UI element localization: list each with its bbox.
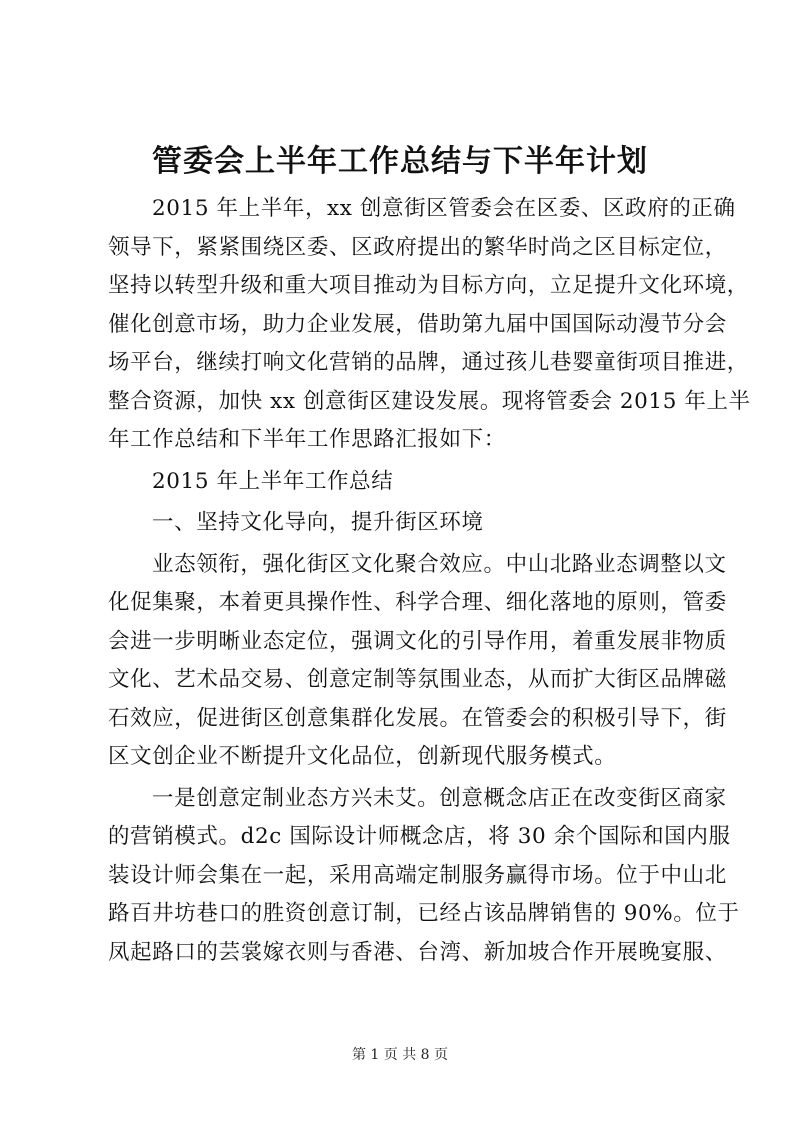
paragraph-line: 坚持以转型升级和重大项目推动为目标方向，立足提升文化环境， <box>108 273 749 298</box>
paragraph-line: 业态领衔，强化街区文化聚合效应。中山北路业态调整以文 <box>152 551 727 577</box>
paragraph-line: 整合资源，加快 xx 创意街区建设发展。现将管委会 2015 年上半 <box>108 388 751 414</box>
paragraph-line: 场平台，继续打响文化营销的品牌，通过孩儿巷婴童街项目推进， <box>108 350 749 375</box>
paragraph-line: 年工作总结和下半年工作思路汇报如下： <box>108 427 506 452</box>
paragraph-line: 的营销模式。d2c 国际设计师概念店，将 30 余个国际和国内服 <box>108 824 731 849</box>
paragraph-line: 凤起路口的芸裳嫁衣则与香港、台湾、新加坡合作开展晚宴服、 <box>108 939 727 965</box>
subsection-heading: 一、坚持文化导向，提升街区环境 <box>152 510 484 535</box>
paragraph-line: 2015 年上半年，xx 创意街区管委会在区委、区政府的正确 <box>152 196 736 221</box>
paragraph-line: 化促集聚，本着更具操作性、科学合理、细化落地的原则，管委 <box>108 590 727 615</box>
paragraph-line: 催化创意市场，助力企业发展，借助第九届中国国际动漫节分会 <box>108 311 727 337</box>
section-heading: 2015 年上半年工作总结 <box>152 468 394 494</box>
paragraph-line: 一是创意定制业态方兴未艾。创意概念店正在改变街区商家 <box>152 785 727 811</box>
paragraph-line: 装设计师会集在一起，采用高端定制服务赢得市场。位于中山北 <box>108 862 727 888</box>
paragraph-line: 文化、艺术品交易、创意定制等氛围业态，从而扩大街区品牌磁 <box>108 667 727 692</box>
paragraph-line: 领导下，紧紧围绕区委、区政府提出的繁华时尚之区目标定位， <box>108 234 727 260</box>
page-number-footer: 第 1 页 共 8 页 <box>351 1047 449 1063</box>
document-title: 管委会上半年工作总结与下半年计划 <box>152 144 648 179</box>
document-body <box>108 190 751 972</box>
paragraph-line: 路百井坊巷口的胜资创意订制，已经占该品牌销售的 90%。位于 <box>108 901 740 926</box>
paragraph-line: 石效应，促进街区创意集群化发展。在管委会的积极引导下，街 <box>108 705 727 731</box>
paragraph-line: 会进一步明晰业态定位，强调文化的引导作用，着重发展非物质 <box>108 628 727 654</box>
paragraph-line: 区文创企业不断提升文化品位，创新现代服务模式。 <box>108 744 617 769</box>
